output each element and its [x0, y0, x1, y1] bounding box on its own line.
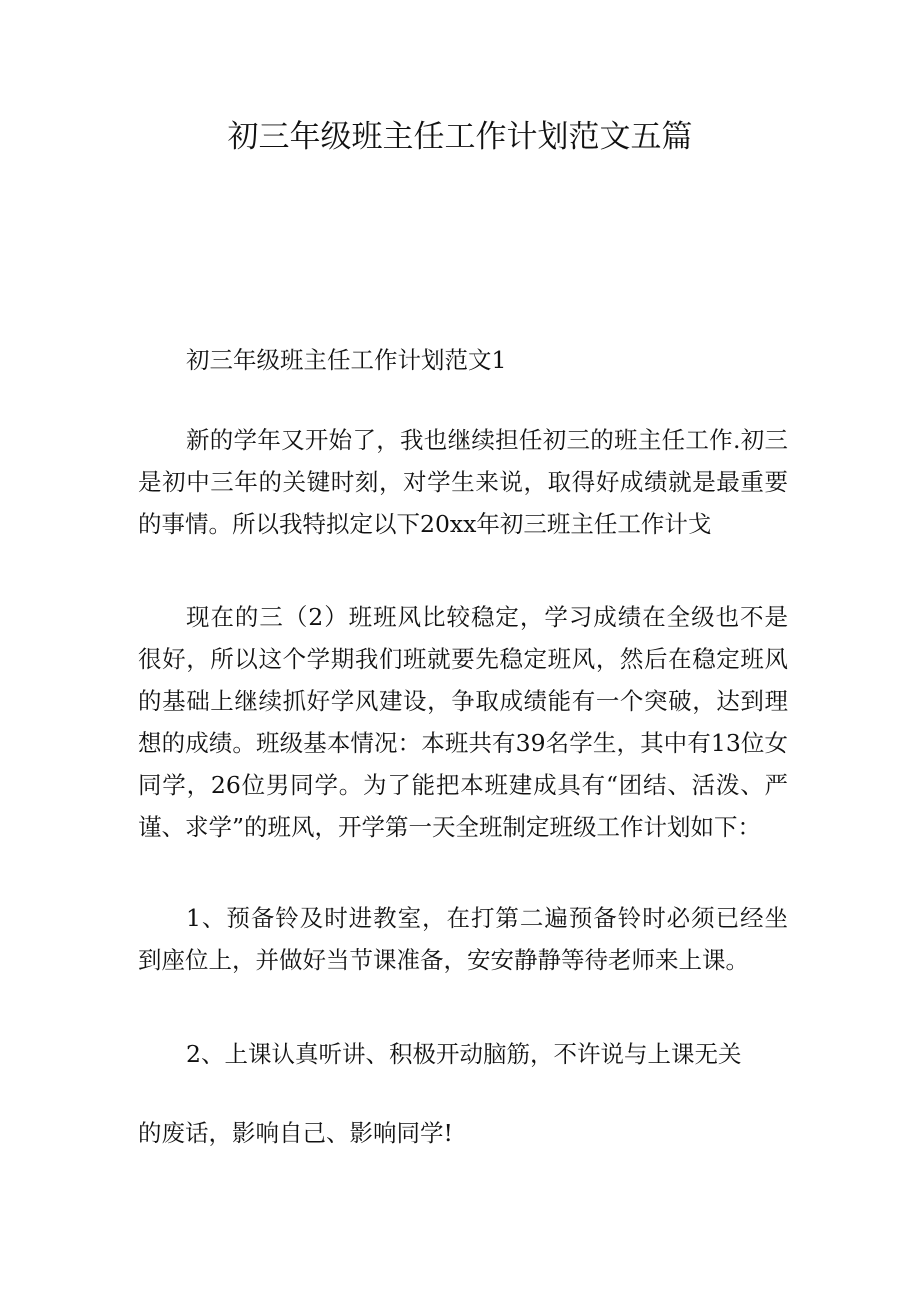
paragraph-rule-2-end: 的废话，影响自己、影响同学!	[138, 1119, 453, 1147]
paragraph-intro: 新的学年又开始了，我也继续担任初三的班主任工作.初三是初中三年的关键时刻，对学生来说，取得好成绩就是最重要的事情。所以我特拟定以下20xx年初三班主任工作计戈	[138, 426, 788, 538]
document-title: 初三年级班主任工作计划范文五篇	[227, 119, 693, 155]
paragraph-class-situation: 现在的三（2）班班风比较稳定，学习成绩在全级也不是很好，所以这个学期我们班就要先稳定班风，然后在稳定班风的基础上继续抓好学风建设，争取成绩能有一个突破，达到理想的成绩。班级基本情况：本班共有39名学生，其中有13位女同学，26位男同学。为了能把本班建成具有“团结、活泼、严谨、求学”的班风，开学第一天全班制定班级工作计划如下：	[138, 603, 788, 841]
section-heading: 初三年级班主任工作计划范文1	[186, 346, 507, 374]
paragraph-rule-1: 1、预备铃及时进教室，在打第二遍预备铃时必须已经坐到座位上，并做好当节课准备，安安静静等待老师来上课。	[138, 904, 788, 974]
paragraph-rule-2-start: 2、上课认真听讲、积极开动脑筋，不许说与上课无关	[186, 1040, 742, 1068]
